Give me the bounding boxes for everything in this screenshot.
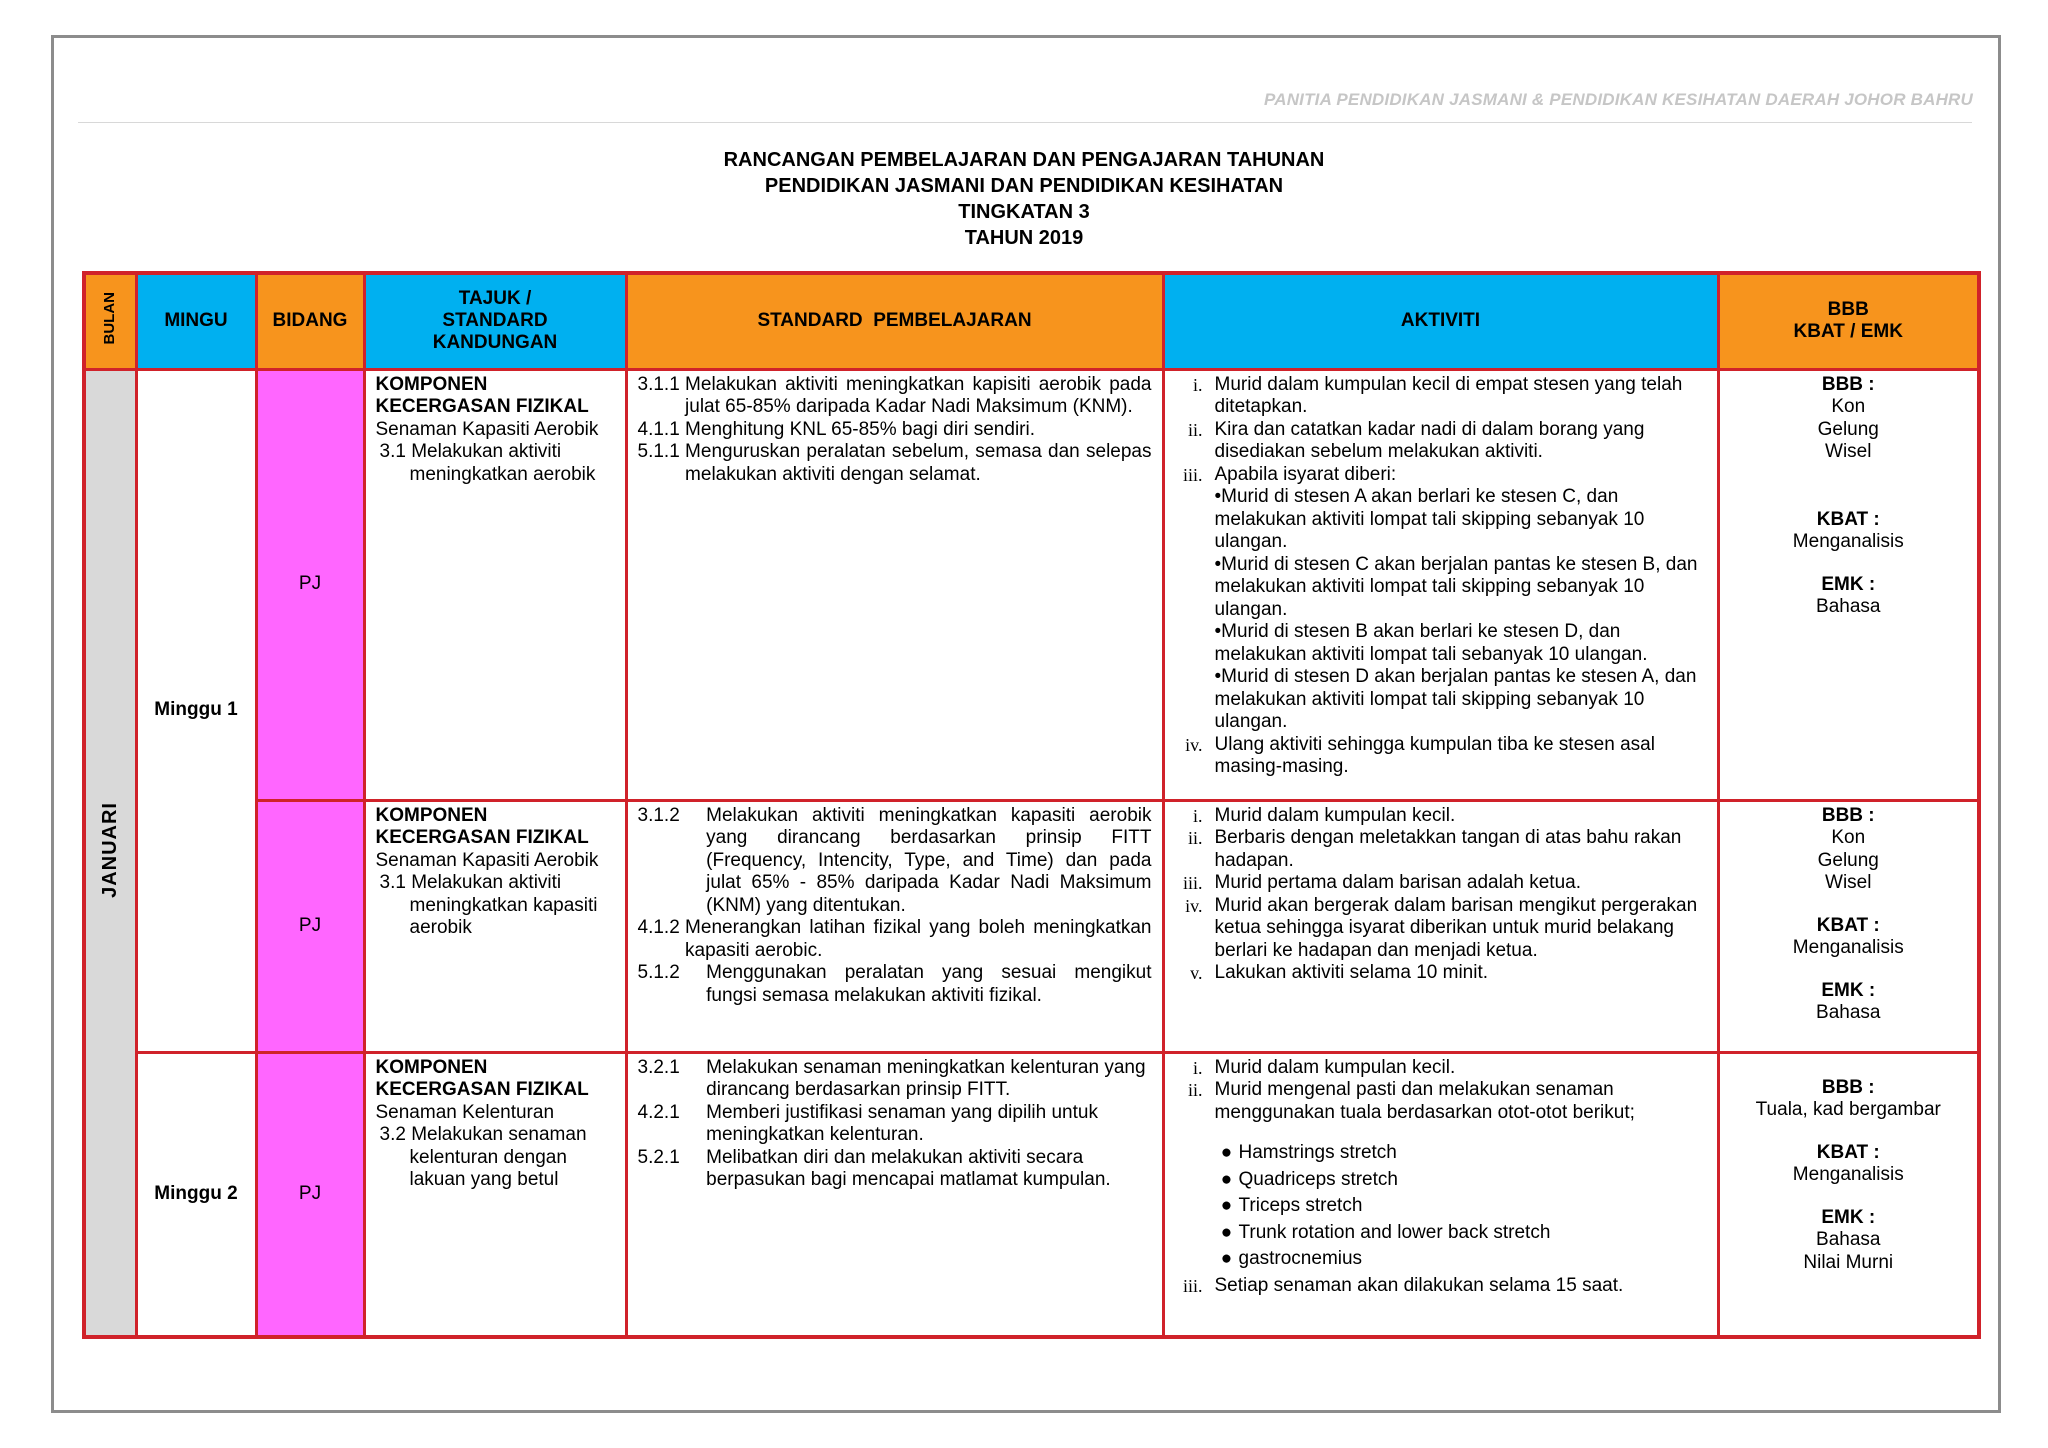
- standard-item: 4.2.1 Memberi justifikasi senaman yang dipilih untuk meningkatkan kelenturan.: [637, 1101, 1098, 1145]
- title-line-4: TAHUN 2019: [964, 227, 1084, 249]
- title-line-2: PENDIDIKAN JASMANI DAN PENDIDIKAN KESIHATAN: [764, 175, 1284, 197]
- column-header-bidang: BIDANG: [256, 273, 364, 369]
- table-header-row: [84, 273, 1979, 369]
- list-item: i. Murid dalam kumpulan kecil.: [1192, 804, 1456, 826]
- standard-item: 4.1.2 Menerangkan latihan fizikal yang boleh meningkatkan kapasiti aerobic.: [637, 917, 1152, 961]
- tajuk-sub: Senaman Kelenturan: [375, 1101, 555, 1123]
- header-divider: [78, 122, 1972, 123]
- standard-item: 3.1.1 Melakukan aktiviti meningkatkan kapisiti aerobik pada julat 65-85% daripada Kadar Nadi Maksimum (KNM).: [637, 373, 1152, 417]
- tajuk-item: 3.1 Melakukan aktiviti meningkatkan kapasiti aerobik: [379, 872, 598, 938]
- list-item: •Murid di stesen D akan berjalan pantas ke stesen A, dan melakukan aktiviti lompat tali skipping sebanyak 10 ulangan.: [1214, 666, 1697, 732]
- list-item: ii. Kira dan catatkan kadar nadi di dalam borang yang disediakan sebelum melakukan aktiviti.: [1187, 418, 1645, 462]
- list-item: i. Murid dalam kumpulan kecil di empat stesen yang telah ditetapkan.: [1192, 373, 1683, 417]
- list-item: v. Lakukan aktiviti selama 10 minit.: [1190, 962, 1489, 983]
- tajuk-heading: KOMPONEN KECERGASAN FIZIKAL: [375, 373, 589, 417]
- tajuk-item: 3.1 Melakukan aktiviti meningkatkan aerobik: [379, 441, 596, 485]
- standard-item: 5.1.1 Menguruskan peralatan sebelum, semasa dan selepas melakukan aktiviti dengan selamat.: [637, 441, 1152, 485]
- bbb-cell: BBB : Kon Gelung Wisel KBAT : Menganalisis EMK : Bahasa: [1718, 800, 1979, 1052]
- tajuk-sub: Senaman Kapasiti Aerobik: [375, 849, 599, 871]
- standard-cell: [626, 369, 1163, 800]
- mingu-cell-1: Minggu 1: [136, 369, 256, 1052]
- document-title: [0, 147, 2048, 251]
- tajuk-cell: [364, 369, 626, 800]
- tajuk-cell: [364, 1052, 626, 1337]
- table-row: [84, 369, 1979, 800]
- bullet-icon: ●: [1220, 1221, 1233, 1243]
- column-header-standard: STANDARD PEMBELAJARAN: [626, 273, 1163, 369]
- standard-item: 3.2.1 Melakukan senaman meningkatkan kelenturan yang dirancang berdasarkan prinsip FITT.: [637, 1056, 1146, 1100]
- bulan-cell: JANUARI: [84, 369, 136, 1337]
- standard-item: 5.1.2 Menggunakan peralatan yang sesuai mengikut fungsi semasa melakukan aktiviti fizikal.: [637, 962, 1152, 1006]
- tajuk-item: 3.2 Melakukan senaman kelenturan dengan lakuan yang betul: [379, 1124, 587, 1190]
- title-line-3: TINGKATAN 3: [958, 201, 1090, 223]
- column-header-bbb: BBB KBAT / EMK: [1718, 273, 1979, 369]
- standard-cell: [626, 1052, 1163, 1337]
- list-item: iv. Ulang aktiviti sehingga kumpulan tiba ke stesen asal masing-masing.: [1185, 733, 1655, 777]
- list-item: ● gastrocnemius: [1215, 1248, 1707, 1271]
- bullet-icon: ●: [1220, 1142, 1233, 1163]
- list-item: ii. Berbaris dengan meletakkan tangan di atas bahu rakan hadapan.: [1187, 827, 1682, 871]
- standard-item: 3.1.2 Melakukan aktiviti meningkatkan kapasiti aerobik yang dirancang berdasarkan prinsip FITT (Frequency, Intencity, Type, and Time) dan pada julat 65% - 85% daripada Kadar Nadi Maksimum (KNM) yang ditentukan.: [637, 804, 1152, 916]
- list-item: ii. Murid mengenal pasti dan melakukan senaman menggunakan tuala berdasarkan otot-otot berikut;: [1187, 1079, 1635, 1123]
- list-item: ● Triceps stretch: [1215, 1195, 1707, 1218]
- column-header-aktiviti: AKTIVITI: [1163, 273, 1718, 369]
- tajuk-cell: [364, 800, 626, 1052]
- list-item: iv. Murid akan bergerak dalam barisan mengikut pergerakan ketua sehingga isyarat diberikan untuk murid belakang berlari ke hadapan dan menjadi ketua.: [1185, 894, 1698, 961]
- list-item: •Murid di stesen A akan berlari ke stesen C, dan melakukan aktiviti lompat tali skipping sebanyak 10 ulangan.: [1214, 486, 1645, 552]
- aktiviti-cell: [1163, 1052, 1718, 1337]
- bidang-cell: PJ: [256, 1052, 364, 1337]
- aktiviti-cell: [1163, 369, 1718, 800]
- list-item: iii. Murid pertama dalam barisan adalah ketua.: [1182, 872, 1581, 893]
- column-header-bulan: BULAN: [84, 273, 136, 369]
- bullet-icon: ●: [1220, 1168, 1233, 1190]
- lesson-plan-table: [82, 271, 1981, 1339]
- standard-cell: [626, 800, 1163, 1052]
- bullet-icon: ●: [1220, 1195, 1233, 1216]
- aktiviti-cell: [1163, 800, 1718, 1052]
- title-line-1: RANCANGAN PEMBELAJARAN DAN PENGAJARAN TAHUNAN: [723, 149, 1325, 171]
- table-row: [84, 1052, 1979, 1337]
- list-item: iii. Apabila isyarat diberi:: [1182, 463, 1397, 485]
- tajuk-sub: Senaman Kapasiti Aerobik: [375, 418, 599, 440]
- tajuk-heading: KOMPONEN KECERGASAN FIZIKAL: [375, 1056, 589, 1100]
- bbb-cell: BBB : Kon Gelung Wisel KBAT : Menganalisis EMK : Bahasa: [1718, 369, 1979, 800]
- mingu-cell-2: Minggu 2: [136, 1052, 256, 1337]
- column-header-tajuk: TAJUK / STANDARD KANDUNGAN: [364, 273, 626, 369]
- bullet-icon: ●: [1220, 1248, 1233, 1269]
- list-item: i. Murid dalam kumpulan kecil.: [1192, 1056, 1456, 1078]
- table-row: [84, 800, 1979, 1052]
- list-item: ● Quadriceps stretch: [1215, 1169, 1707, 1192]
- tajuk-heading: KOMPONEN KECERGASAN FIZIKAL: [375, 804, 589, 848]
- bbb-cell: BBB : Tuala, kad bergambar KBAT : Menganalisis EMK : Bahasa Nilai Murni: [1718, 1052, 1979, 1337]
- list-item: •Murid di stesen C akan berjalan pantas ke stesen B, dan melakukan aktiviti lompat tali skipping sebanyak 10 ulangan.: [1214, 553, 1698, 620]
- standard-item: 4.1.1 Menghitung KNL 65-85% bagi diri sendiri.: [637, 418, 1035, 440]
- list-item: iii. Setiap senaman akan dilakukan selama 15 saat.: [1182, 1274, 1624, 1296]
- standard-item: 5.2.1 Melibatkan diri dan melakukan aktiviti secara berpasukan bagi mencapai matlamat kumpulan.: [637, 1146, 1111, 1190]
- bidang-cell: PJ: [256, 800, 364, 1052]
- column-header-mingu: MINGU: [136, 273, 256, 369]
- bidang-cell: PJ: [256, 369, 364, 800]
- organization-header: PANITIA PENDIDIKAN JASMANI & PENDIDIKAN KESIHATAN DAERAH JOHOR BAHRU: [1263, 90, 1973, 109]
- list-item: ● Trunk rotation and lower back stretch: [1215, 1222, 1707, 1245]
- list-item: •Murid di stesen B akan berlari ke stesen D, dan melakukan aktiviti lompat tali sebanyak 10 ulangan.: [1214, 621, 1648, 665]
- list-item: ● Hamstrings stretch: [1215, 1142, 1707, 1165]
